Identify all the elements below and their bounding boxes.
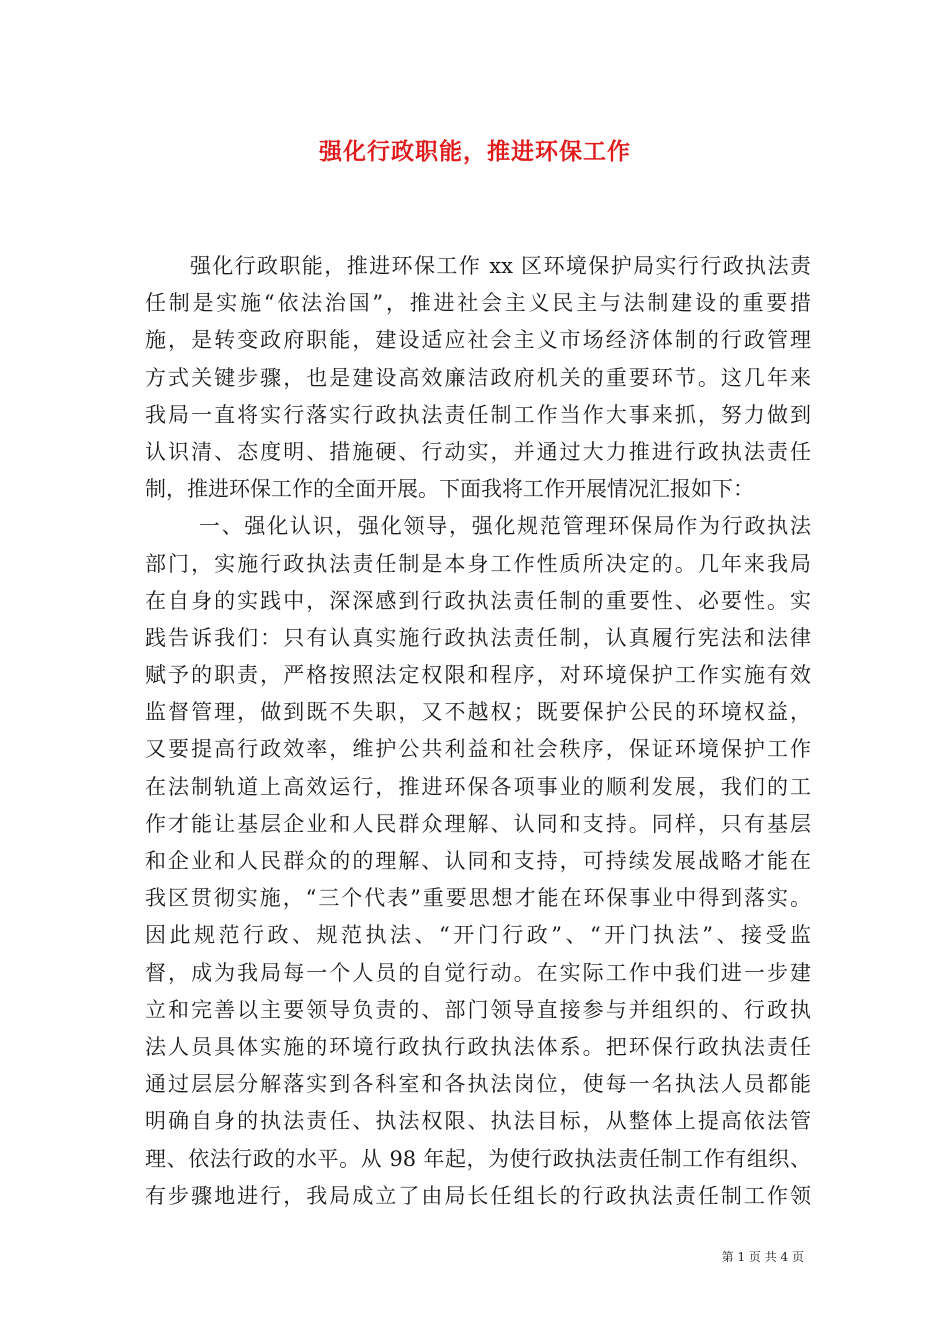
body-line: 施，是转变政府职能，建设适应社会主义市场经济体制的行政管理 xyxy=(145,328,811,353)
page-number: 第 1 页 共 4 页 xyxy=(721,1250,804,1264)
body-line: 任制是实施“依法治国”，推进社会主义民主与法制建设的重要措 xyxy=(145,291,811,316)
body-line: 法人员具体实施的环境行政执行政执法体系。把环保行政执法责任 xyxy=(145,1034,811,1059)
body-line: 认识清、态度明、措施硬、行动实，并通过大力推进行政执法责任 xyxy=(145,439,811,464)
body-line: 在自身的实践中，深深感到行政执法责任制的重要性、必要性。实 xyxy=(145,588,811,613)
body-line: 因此规范行政、规范执法、“开门行政”、“开门执法”、接受监 xyxy=(145,923,811,948)
body-line: 强化行政职能，推进环保工作 xx 区环境保护局实行行政执法责 xyxy=(145,254,811,278)
body-line: 有步骤地进行，我局成立了由局长任组长的行政执法责任制工作领 xyxy=(145,1183,811,1208)
body-line: 和企业和人民群众的的理解、认同和支持，可持续发展战略才能在 xyxy=(145,849,811,873)
body-line: 理、依法行政的水平。从 98 年起，为使行政执法责任制工作有组织、 xyxy=(145,1146,811,1171)
document-title: 强化行政职能，推进环保工作 xyxy=(319,139,631,165)
body-line: 通过层层分解落实到各科室和各执法岗位，使每一名执法人员都能 xyxy=(145,1072,811,1097)
body-line: 督，成为我局每一个人员的自觉行动。在实际工作中我们进一步建 xyxy=(145,960,811,985)
body-line: 又要提高行政效率，维护公共利益和社会秩序，保证环境保护工作 xyxy=(145,737,811,762)
body-line: 践告诉我们：只有认真实施行政执法责任制，认真履行宪法和法律 xyxy=(145,625,811,650)
body-line: 我区贯彻实施，“三个代表”重要思想才能在环保事业中得到落实。 xyxy=(145,886,811,911)
body-line: 明确自身的执法责任、执法权限、执法目标，从整体上提高依法管 xyxy=(145,1109,811,1134)
body-line: 监督管理，做到既不失职，又不越权；既要保护公民的环境权益， xyxy=(145,700,811,725)
body-line: 作才能让基层企业和人民群众理解、认同和支持。同样，只有基层 xyxy=(145,811,811,836)
body-line: 制，推进环保工作的全面开展。下面我将工作开展情况汇报如下： xyxy=(145,477,754,502)
body-line: 部门，实施行政执法责任制是本身工作性质所决定的。几年来我局 xyxy=(145,551,811,576)
body-line: 立和完善以主要领导负责的、部门领导直接参与并组织的、行政执 xyxy=(145,997,811,1022)
document-body xyxy=(145,248,811,1215)
body-line: 赋予的职责，严格按照法定权限和程序，对环境保护工作实施有效 xyxy=(145,663,811,688)
body-line: 一、强化认识，强化领导，强化规范管理环保局作为行政执法 xyxy=(145,514,811,539)
body-line: 在法制轨道上高效运行，推进环保各项事业的顺利发展，我们的工 xyxy=(145,774,811,799)
body-line: 方式关键步骤，也是建设高效廉洁政府机关的重要环节。这几年来 xyxy=(145,365,811,390)
body-line: 我局一直将实行落实行政执法责任制工作当作大事来抓，努力做到 xyxy=(145,402,811,427)
